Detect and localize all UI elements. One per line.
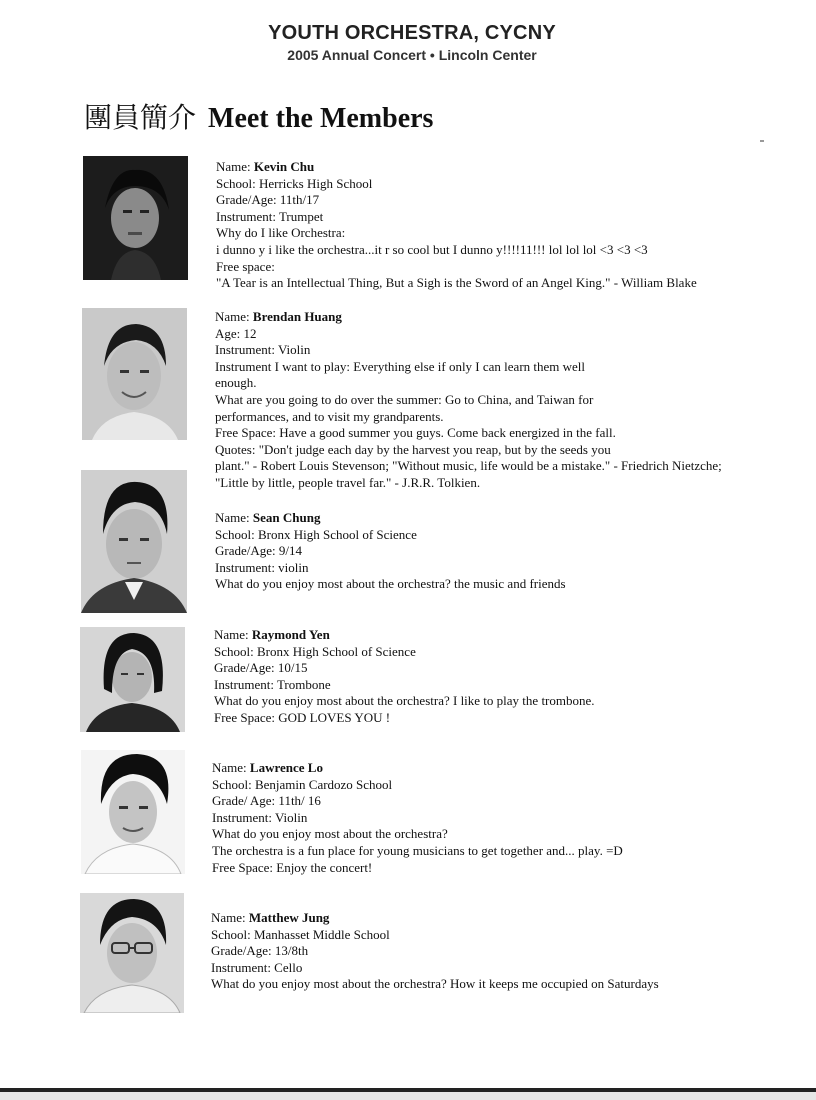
name-label: Name: xyxy=(212,760,250,775)
bio-line: i dunno y i like the orchestra...it r so cool but I dunno y!!!!11!!! lol lol lol <3 <3 <3 xyxy=(216,241,648,257)
bio-line: Instrument I want to play: Everything else if only I can learn them well xyxy=(215,358,586,374)
bio-line: Free Space: Enjoy the concert! xyxy=(212,859,373,875)
bio-line: Instrument: Violin xyxy=(212,809,308,825)
bio-line: Instrument: Cello xyxy=(211,959,303,975)
member-bio-kevin-chu xyxy=(216,159,697,292)
bio-line: Age: 12 xyxy=(215,325,257,341)
bio-line: Instrument: violin xyxy=(215,559,309,575)
scan-speck xyxy=(760,140,764,142)
page-title-english: Meet the Members xyxy=(208,103,434,134)
page-bottom-border xyxy=(0,1086,816,1100)
bio-line: School: Manhasset Middle School xyxy=(211,926,390,942)
bio-line: What do you enjoy most about the orchestra? xyxy=(212,826,448,842)
bio-line: "Little by little, people travel far." - J.R.R. Tolkien. xyxy=(215,474,481,490)
name-label: Name: xyxy=(211,910,249,925)
orchestra-name: YOUTH ORCHESTRA, CYCNY xyxy=(268,22,556,44)
bio-line: What are you going to do over the summer: Go to China, and Taiwan for xyxy=(215,391,594,407)
member-name: Raymond Yen xyxy=(251,627,330,642)
member-name-line xyxy=(215,309,722,326)
bio-line: The orchestra is a fun place for young musicians to get together and... play. =D xyxy=(212,842,623,858)
bio-line: "A Tear is an Intellectual Thing, But a Sigh is the Sword of an Angel King." - William Blake xyxy=(216,275,697,291)
concert-subtitle: 2005 Annual Concert • Lincoln Center xyxy=(287,47,537,63)
page-title-chinese: 團員簡介 xyxy=(84,101,197,134)
member-bio-lawrence-lo xyxy=(212,760,623,876)
member-name: Matthew Jung xyxy=(248,910,330,925)
bio-line: What do you enjoy most about the orchestra? How it keeps me occupied on Saturdays xyxy=(211,976,659,992)
bio-line: Instrument: Trombone xyxy=(214,676,331,692)
bio-line: Instrument: Violin xyxy=(215,342,311,358)
member-name-line xyxy=(215,510,566,527)
bio-line: performances, and to visit my grandparents. xyxy=(215,408,444,424)
name-label: Name: xyxy=(215,309,253,324)
bio-line: Free space: xyxy=(216,258,275,274)
bio-line: enough. xyxy=(215,375,257,391)
member-name: Kevin Chu xyxy=(253,159,315,174)
member-photo-brendan-huang xyxy=(82,308,187,440)
bio-line: Free Space: Have a good summer you guys. Come back energized in the fall. xyxy=(215,425,616,441)
bio-line: Grade/ Age: 11th/ 16 xyxy=(212,793,321,809)
bio-line: Instrument: Trumpet xyxy=(216,208,324,224)
member-name: Brendan Huang xyxy=(252,309,342,324)
bio-line: Grade/Age: 13/8th xyxy=(211,943,309,959)
member-bio-raymond-yen xyxy=(214,627,595,727)
member-bio-matthew-jung xyxy=(211,910,659,993)
member-photo-matthew-jung xyxy=(80,893,184,1013)
bio-line: What do you enjoy most about the orchestra? the music and friends xyxy=(215,576,566,592)
member-name: Sean Chung xyxy=(252,510,321,525)
name-label: Name: xyxy=(215,510,253,525)
member-photo-kevin-chu xyxy=(83,156,188,280)
bio-line: Quotes: "Don't judge each day by the harvest you reap, but by the seeds you xyxy=(215,441,611,457)
member-name-line xyxy=(214,627,595,644)
bio-line: What do you enjoy most about the orchestra? I like to play the trombone. xyxy=(214,693,595,709)
member-name: Lawrence Lo xyxy=(249,760,323,775)
bio-line: Grade/Age: 11th/17 xyxy=(216,192,320,208)
member-photo-raymond-yen xyxy=(80,627,185,732)
member-photo-sean-chung xyxy=(81,470,187,613)
bio-line: School: Bronx High School of Science xyxy=(214,643,416,659)
member-name-line xyxy=(212,760,623,777)
page-title xyxy=(84,96,433,136)
bio-line: Free Space: GOD LOVES YOU ! xyxy=(214,709,391,725)
name-label: Name: xyxy=(214,627,252,642)
member-name-line xyxy=(211,910,659,927)
bio-line: School: Benjamin Cardozo School xyxy=(212,776,393,792)
member-name-line xyxy=(216,159,697,176)
bio-line: Why do I like Orchestra: xyxy=(216,225,346,241)
bio-line: School: Bronx High School of Science xyxy=(215,526,417,542)
member-bio-sean-chung xyxy=(215,510,566,593)
member-photo-lawrence-lo xyxy=(81,750,185,874)
bio-line: Grade/Age: 9/14 xyxy=(215,543,303,559)
member-bio-brendan-huang xyxy=(215,309,722,492)
bio-line: Grade/Age: 10/15 xyxy=(214,660,308,676)
name-label: Name: xyxy=(216,159,254,174)
bio-line: plant." - Robert Louis Stevenson; "Without music, life would be a mistake." - Friedrich Nietzche; xyxy=(215,458,722,474)
bio-line: School: Herricks High School xyxy=(216,175,373,191)
